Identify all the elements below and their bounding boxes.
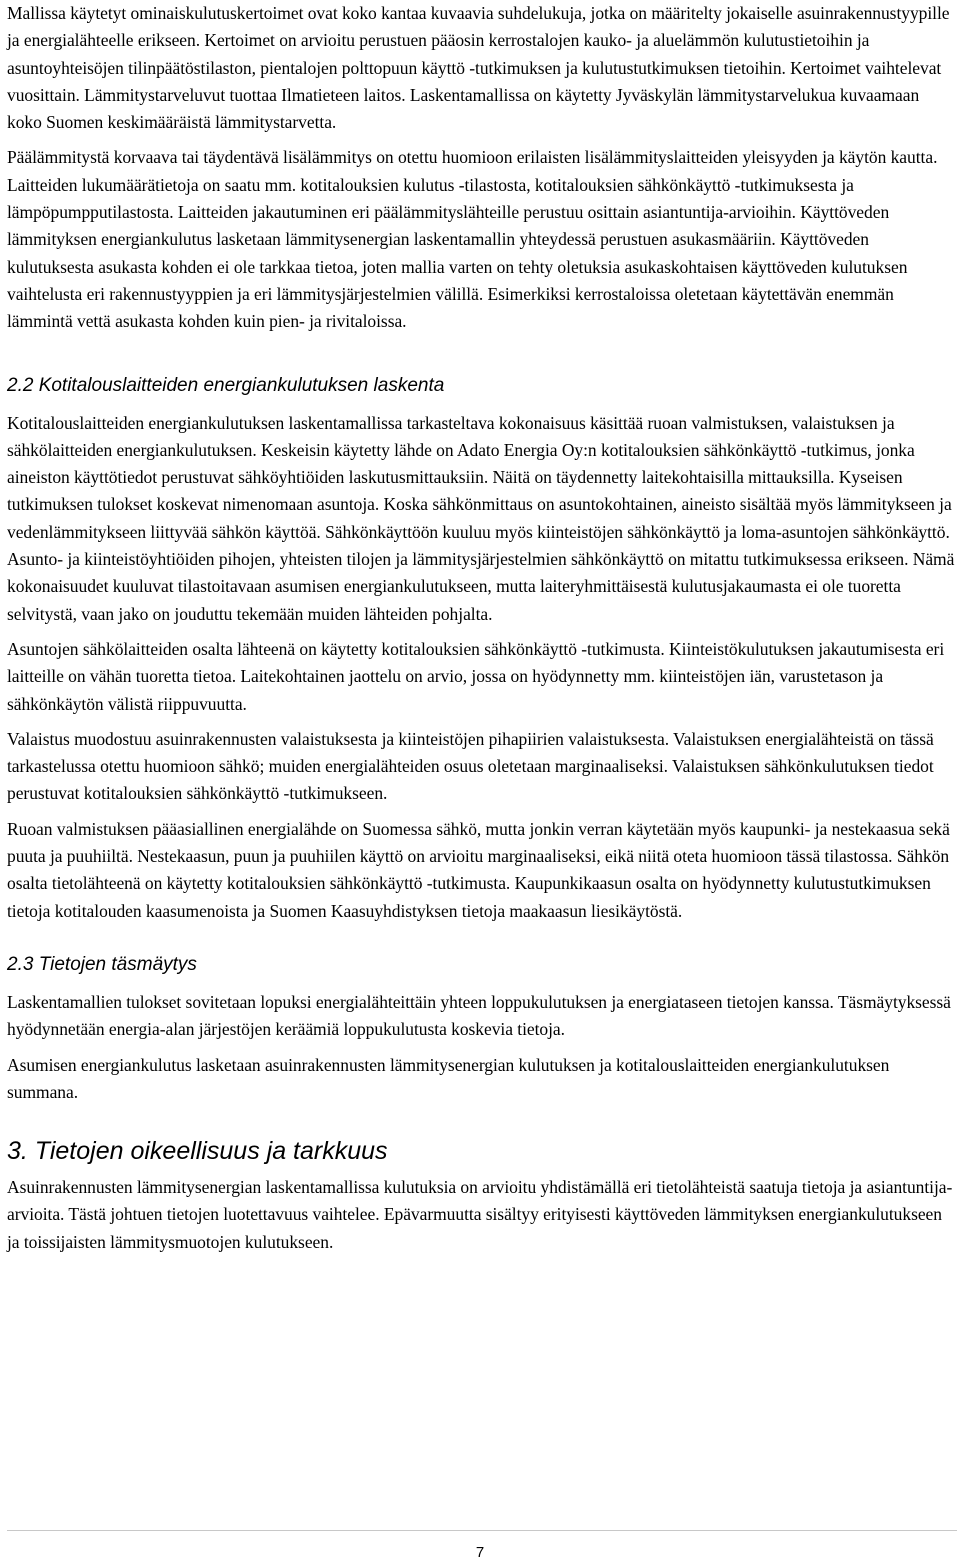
paragraph-supplementary-heating: Päälämmitystä korvaava tai täydentävä lisälämmitys on otettu huomioon erilaisten lisälämmityslaitteiden yleisyyden ja käytön kautta. Laitteiden lukumäärätietoja on saatu mm. kotitalouksien kulutus -tilastosta, kotitalouksien sähkönkäyttö -tutkimuksesta ja lämpöpumpputilastosta. Laitteiden jakautuminen eri päälämmityslähteille perustuu osittain asiantuntija-arvioihin. Käyttöveden lämmityksen energiankulutus lasketaan lämmitysenergian laskentamallin yhteydessä perustuen asukasmääriin. Käyttöveden kulutuksesta asukasta kohden ei ole tarkkaa tietoa, joten mallia varten on tehty oletuksia asukaskohtaisen käyttöveden kulutuksen vaihtelusta eri rakennustyyppien ja eri lämmitysjärjestelmien välillä. Esimerkiksi kerrostaloissa oletetaan käytettävän enemmän lämmintä vettä asukasta kohden kuin pien- ja rivitaloissa. (7, 147, 938, 332)
section-heading-2-3: 2.3 Tietojen täsmäytys (7, 953, 197, 975)
paragraph-consumption-coefficients: Mallissa käytetyt ominaiskulutuskertoimet ovat koko kantaa kuvaavia suhdelukuja, jotka on määritelty jokaiselle asuinrakennustyypille ja energialähteelle erikseen. Kertoimet on arvioitu perustuen pääosin kerrostalojen kauko- ja aluelämmön kulutustietoihin ja asuntoyhteisöjen tilinpäätöstilaston, pientalojen polttopuun käyttö -tutkimuksen ja kulutustutkimuksen tietoihin. Kertoimet vaihtelevat vuosittain. Lämmitystarveluvut tuottaa Ilmatieteen laitos. Laskentamallissa on käytetty Jyväskylän lämmitystarvelukua kuvaamaan koko Suomen keskimääräistä lämmitystarvetta. (7, 3, 950, 133)
paragraph-accuracy: Asuinrakennusten lämmitysenergian laskentamallissa kulutuksia on arvioitu yhdistämällä eri tietolähteistä saatuja tietoja ja asiantuntija-arvioita. Tästä johtuen tietojen luotettavuus vaihtelee. Epävarmuutta sisältyy erityisesti käyttöveden lämmityksen energiankulutukseen ja toissijaisten lämmitysmuotojen kulutukseen. (7, 1177, 953, 1252)
section-heading-3: 3. Tietojen oikeellisuus ja tarkkuus (7, 1137, 388, 1166)
paragraph-electrical-appliances: Asuntojen sähkölaitteiden osalta lähteenä on käytetty kotitalouksien sähkönkäyttö -tutkimusta. Kiinteistökulutuksen jakautumisesta eri laitteille on vähän tuoretta tietoa. Laitekohtainen jaottelu on arvio, jossa on hyödynnetty mm. kiinteistöjen iän, varustetason ja sähkönkäytön välistä riippuvuutta. (7, 638, 945, 714)
section-heading-2-2: 2.2 Kotitalouslaitteiden energiankulutuksen laskenta (7, 374, 445, 396)
paragraph-cooking: Ruoan valmistuksen pääasiallinen energialähde on Suomessa sähkö, mutta jonkin verran käytetään myös kaupunki- ja nestekaasua sekä puuta ja puuhiiltä. Nestekaasun, puun ja puuhiilen käyttö on arvioitu marginaaliseksi, eikä niitä oteta huomioon tässä tilastossa. Sähkön osalta tietolähteenä on käytetty kotitalouksien sähkönkäyttö -tutkimusta. Kaupunkikaasun osalta on hyödynnetty kulutustutkimuksen tietoja kotitalouden kaasumenoista ja Suomen Kaasuyhdistyksen tietoja maakaasun liesikäytöstä. (7, 818, 950, 921)
document-page (7, 0, 957, 1264)
paragraph-reconciliation: Laskentamallien tulokset sovitetaan lopuksi energialähteittäin yhteen loppukulutuksen ja energiataseen tietojen kanssa. Täsmäytyksessä hyödynnetään energia-alan järjestöjen keräämiä loppukulutusta koskevia tietoja. (7, 991, 951, 1040)
paragraph-lighting: Valaistus muodostuu asuinrakennusten valaistuksesta ja kiinteistöjen pihapiirien valaistuksesta. Valaistuksen energialähteistä on tässä tarkastelussa otettu huomioon sähkö; muiden energialähteiden osuus oletetaan marginaaliseksi. Valaistuksen sähkönkulutuksen tiedot perustuvat kotitalouksien sähkönkäyttö -tutkimukseen. (7, 728, 934, 804)
page-number: 7 (475, 1544, 485, 1561)
paragraph-housing-energy-sum: Asumisen energiankulutus lasketaan asuinrakennusten lämmitysenergian kulutuksen ja kotitalouslaitteiden energiankulutuksen summana. (7, 1054, 890, 1102)
footer-divider (7, 1530, 957, 1531)
paragraph-appliance-energy: Kotitalouslaitteiden energiankulutuksen laskentamallissa tarkasteltava kokonaisuus käsittää ruoan valmistuksen, valaistuksen ja sähkölaitteiden energiankulutuksen. Keskeisin käytetty lähde on Adato Energia Oy:n kotitalouksien sähkönkäyttö -tutkimus, jonka aineiston käyttötiedot perustuvat sähköyhtiöiden laskutusmittauksiin. Näitä on täydennetty laitekohtaisilla mittauksilla. Kyseisen tutkimuksen tulokset koskevat nimenomaan asuntoja. Koska sähkönmittaus on asuntokohtainen, aineisto sisältää myös lämmitykseen ja vedenlämmitykseen liittyvää sähkön käyttöä. Sähkönkäyttöön kuuluu myös kiinteistöjen sähkönkäyttö ja loma-asuntojen sähkönkäyttö. Asunto- ja kiinteistöyhtiöiden pihojen, yhteisten tilojen ja lämmitysjärjestelmien sähkönkäyttö on mitattu tutkimuksessa erikseen. Nämä kokonaisuudet kuuluvat tilastoitavaan asumisen energiankulutukseen, mutta laiteryhmittäisestä kulutusjakaumasta ei ole tuoretta selvitystä, vaan jako on jouduttu tekemään muiden lähteiden pohjalta. (7, 412, 955, 624)
